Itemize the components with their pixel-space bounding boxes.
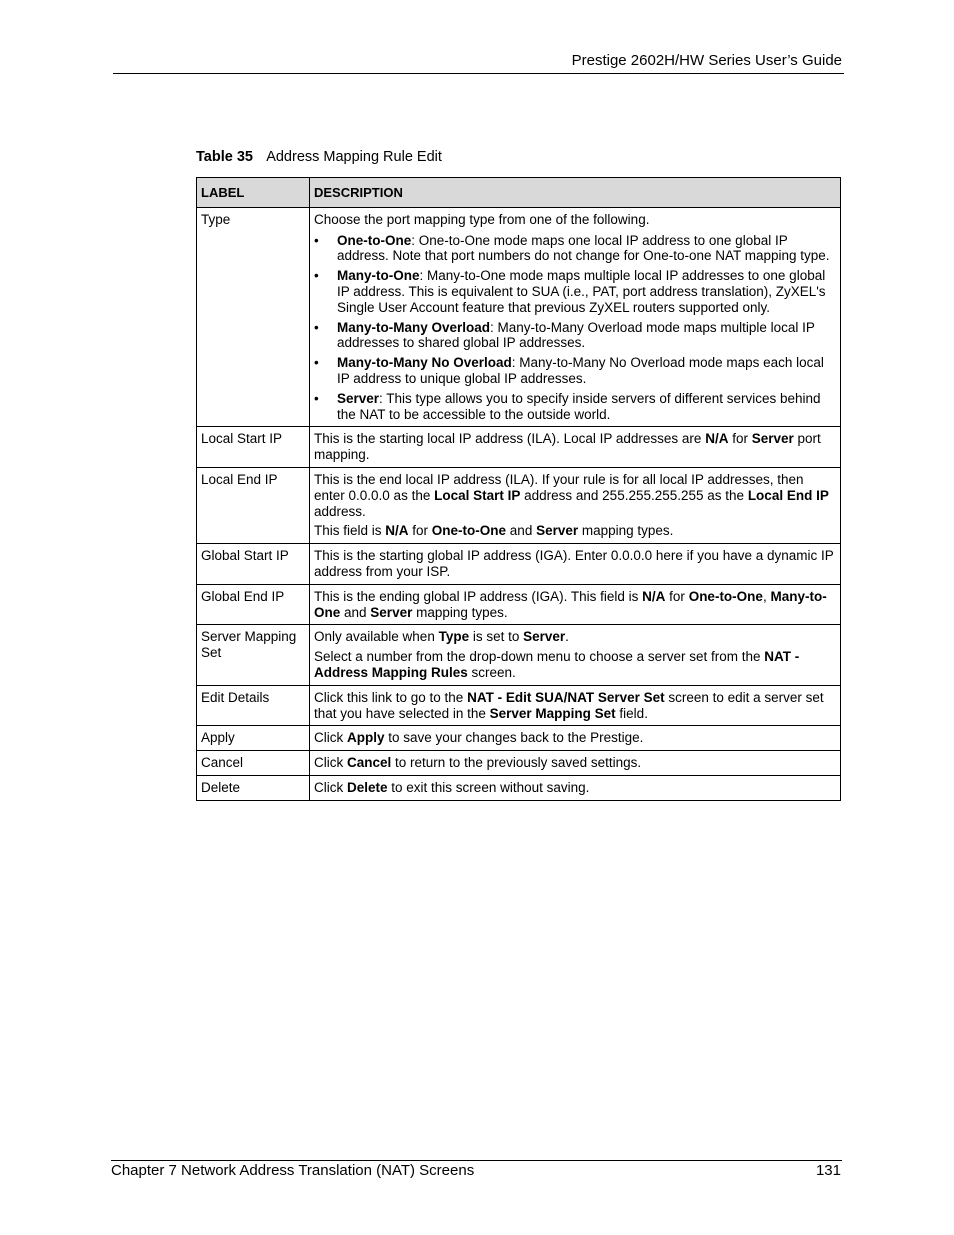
row-description [310, 751, 841, 776]
text-run: screen to edit a server set that you have selected in the [314, 689, 824, 721]
description-column-header: DESCRIPTION [310, 178, 841, 208]
bold-term: One-to-One [688, 588, 763, 604]
header-divider [113, 73, 844, 74]
text-run: This is the end local IP address (ILA). If your rule is for all local IP addresses, then enter 0.0.0.0 as the [314, 471, 804, 503]
text-run: for [728, 431, 752, 447]
bold-term: Local End IP [747, 487, 829, 503]
bullet-icon: • [314, 268, 319, 284]
bold-term: Server [370, 604, 413, 620]
description-intro: Choose the port mapping type from one of the following. [314, 211, 650, 227]
row-description [310, 775, 841, 800]
text-run: address and 255.255.255.255 as the [520, 487, 748, 503]
text-run: Click [314, 755, 347, 771]
description-paragraph [314, 690, 836, 722]
label-column-header: LABEL [197, 178, 310, 208]
text-run: and [340, 604, 371, 620]
option-text: : This type allows you to specify inside servers of different services behind the NAT to be accessible to the outside world. [337, 390, 821, 422]
bold-term: NAT - Address Mapping Rules [314, 649, 800, 680]
table-header-row [197, 178, 841, 208]
table-row [197, 751, 841, 776]
description-paragraph [314, 629, 836, 645]
option-text: : One-to-One mode maps one local IP address to one global IP address. Note that port numbers do not change for One-to-one NAT mapping type. [337, 232, 830, 264]
row-description [310, 467, 841, 543]
bullet-icon: • [314, 319, 319, 335]
bold-term: Many-to-One [314, 588, 827, 620]
row-label: Global Start IP [197, 544, 310, 585]
text-run: Click [314, 779, 347, 795]
bold-term: NAT - Edit SUA/NAT Server Set [467, 689, 665, 705]
type-option-item [314, 233, 836, 265]
option-text: : Many-to-Many No Overload mode maps each local IP address to unique global IP addresses. [337, 355, 824, 386]
table-row [197, 726, 841, 751]
description-paragraph [314, 472, 836, 519]
row-description [310, 544, 841, 585]
type-option-item [314, 268, 836, 315]
option-term: Many-to-Many No Overload [337, 355, 512, 371]
table-row [197, 685, 841, 726]
address-mapping-rule-table [196, 177, 841, 801]
row-description [310, 584, 841, 625]
text-run: and [506, 523, 537, 539]
bold-term: Apply [347, 730, 385, 746]
description-paragraph [314, 755, 836, 771]
option-term: Many-to-Many Overload [337, 319, 491, 335]
option-text: : Many-to-Many Overload mode maps multiple local IP addresses to shared global IP addresses. [337, 319, 815, 351]
text-run: This is the starting local IP address (ILA). Local IP addresses are [314, 431, 706, 447]
bold-term: Cancel [347, 755, 392, 771]
page-number: 131 [815, 1162, 841, 1179]
row-description [310, 726, 841, 751]
type-option-item [314, 320, 836, 352]
description-paragraph [314, 523, 836, 539]
text-run: This is the starting global IP address (IGA). Enter 0.0.0.0 here if you have a dynamic IP address from your ISP. [314, 548, 834, 579]
text-run: mapping types. [578, 523, 674, 539]
description-paragraph [314, 649, 836, 681]
option-text: : Many-to-One mode maps multiple local IP addresses to one global IP address. This is equivalent to SUA (i.e., PAT, port address translation), ZyXEL's Single User Account feature that previous ZyXEL routers supported only. [337, 268, 826, 315]
row-description [310, 685, 841, 726]
type-option-item [314, 355, 836, 387]
table-row [197, 207, 841, 427]
text-run: for [665, 588, 689, 604]
text-run: This is the ending global IP address (IGA). This field is [314, 588, 643, 604]
description-paragraph [314, 431, 836, 463]
text-run: , [762, 588, 771, 604]
footer-divider [111, 1160, 842, 1161]
type-option-list [314, 233, 836, 423]
row-label: Local End IP [197, 467, 310, 543]
table-row [197, 775, 841, 800]
running-header: Prestige 2602H/HW Series User’s Guide [571, 52, 842, 69]
text-run: . [565, 629, 569, 645]
row-label: Edit Details [197, 685, 310, 726]
bullet-icon: • [314, 390, 319, 406]
table-number: Table 35 [196, 149, 253, 165]
bold-term: N/A [705, 431, 729, 447]
option-term: Server [337, 390, 380, 406]
row-description [310, 427, 841, 468]
text-run: port mapping. [314, 431, 821, 463]
bold-term: Type [438, 629, 470, 645]
option-term: Many-to-One [337, 268, 420, 284]
row-description [310, 207, 841, 427]
text-run: to exit this screen without saving. [387, 779, 590, 795]
table-title: Address Mapping Rule Edit [266, 149, 442, 165]
row-label: Global End IP [197, 584, 310, 625]
row-label: Server Mapping Set [197, 625, 310, 685]
bold-term: Server Mapping Set [489, 705, 616, 721]
table-row [197, 584, 841, 625]
text-run: mapping types. [412, 604, 508, 620]
text-run: This field is [314, 523, 386, 539]
type-option-item [314, 391, 836, 423]
text-run: address. [314, 503, 366, 519]
text-run: Only available when [314, 629, 439, 645]
text-run: Click this link to go to the [314, 689, 468, 705]
bold-term: N/A [385, 523, 409, 539]
text-run: Click [314, 730, 347, 746]
bold-term: Delete [347, 779, 388, 795]
text-run: Select a number from the drop-down menu to choose a server set from the [314, 649, 765, 665]
bullet-icon: • [314, 355, 319, 371]
text-run: screen. [467, 664, 516, 680]
table-row [197, 427, 841, 468]
text-run: is set to [469, 629, 524, 645]
description-paragraph [314, 730, 836, 746]
row-label: Cancel [197, 751, 310, 776]
row-description [310, 625, 841, 685]
description-paragraph [314, 589, 836, 621]
text-run: to return to the previously saved settings. [391, 755, 642, 771]
row-label: Delete [197, 775, 310, 800]
row-label: Apply [197, 726, 310, 751]
text-run: field. [615, 705, 648, 721]
text-run: for [408, 523, 432, 539]
bullet-icon: • [314, 232, 319, 248]
row-label: Local Start IP [197, 427, 310, 468]
bold-term: One-to-One [431, 523, 507, 539]
description-paragraph [314, 780, 836, 796]
row-label: Type [197, 207, 310, 427]
table-row [197, 544, 841, 585]
bold-term: Server [523, 629, 566, 645]
table-caption [196, 149, 442, 165]
bold-term: Server [751, 431, 794, 447]
table-body [197, 207, 841, 800]
bold-term: Local Start IP [434, 487, 521, 503]
bold-term: Server [536, 523, 579, 539]
table-row [197, 625, 841, 685]
chapter-footer: Chapter 7 Network Address Translation (NAT) Screens [111, 1162, 475, 1179]
option-term: One-to-One [337, 232, 412, 248]
description-paragraph [314, 548, 836, 580]
table-row [197, 467, 841, 543]
text-run: to save your changes back to the Prestige. [384, 730, 644, 746]
bold-term: N/A [642, 588, 666, 604]
